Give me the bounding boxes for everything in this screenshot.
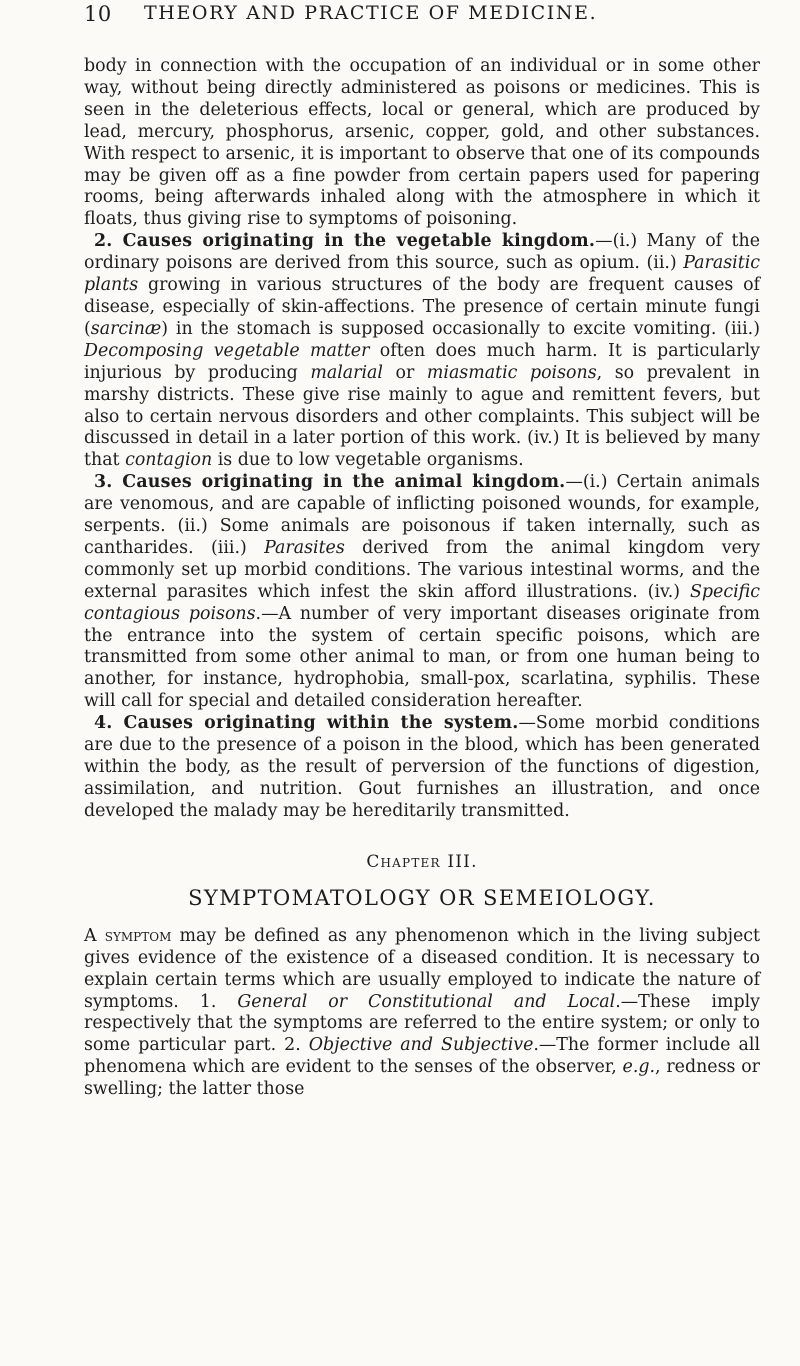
italic-term: General or Constitutional and Local	[237, 991, 616, 1012]
text-run: is due to low vegetable organisms.	[212, 450, 524, 471]
italic-term: Decomposing vegetable matter	[84, 340, 370, 361]
text-run: , redness or swelling; the latter those	[84, 1057, 760, 1100]
text-run: or	[382, 362, 427, 383]
italic-term: malarial	[310, 362, 383, 383]
text-run: may be defined as any phenomenon which in the living subject gives evidence of the existence of a diseased condition. It is necessary to explain certain terms which are usually employed to indicate the nature of symptoms. 1.	[84, 925, 760, 1012]
italic-term: e.g.	[622, 1057, 656, 1078]
text-run: derived from the animal kingdom very commonly set up morbid conditions. The various intestinal worms, and the external parasites which infest the skin afford illustrations. (iv.)	[84, 537, 760, 602]
italic-term: miasmatic poisons	[426, 362, 597, 383]
italic-term: Parasites	[264, 537, 345, 558]
chapter-title: SYMPTOMATOLOGY OR SEMEIOLOGY.	[188, 885, 656, 910]
text-run: ) in the stomach is supposed occasionally to excite vomiting. (iii.)	[161, 318, 760, 339]
text-run: .—A number of very important diseases originate from the entrance into the system of certain specific poisons, which are transmitted from some other animal to man, or from one human being to another, for instance, hydrophobia, small-pox, scarlatina, syphilis. These will call for special and detailed consideration hereafter.	[84, 603, 760, 712]
body-text	[84, 56, 760, 823]
text-run: .—The former include all phenomena which are evident to the senses of the observer,	[84, 1035, 761, 1078]
paragraph-animal-causes	[84, 472, 760, 713]
section-heading-system: 4. Causes originating within the system.	[94, 713, 519, 734]
paragraph-vegetable-causes	[84, 231, 760, 472]
italic-term: Specific contagious poisons	[84, 581, 760, 624]
chapter-section	[84, 852, 760, 1101]
text-run: growing in various structures of the body are frequent causes of disease, especially of skin-affections. The presence of certain minute fungi (	[84, 275, 760, 339]
lead-small-caps: A symptom	[84, 925, 172, 946]
text-run: —(i.) Certain animals are venomous, and are capable of inflicting poisoned wounds, for example, serpents. (ii.) Some animals are poisonous if taken internally, such as cantharides. (iii.)	[84, 472, 760, 558]
text-run: —Some morbid conditions are due to the presence of a poison in the blood, which has been generated within the body, as the result of perversion of the functions of digestion, assimilation, and nutrition. Gout furnishes an illustration, and once developed the malady may be hereditarily transmitted.	[84, 713, 760, 821]
paragraph-symptom-definition	[84, 926, 760, 1101]
running-head	[84, 0, 760, 40]
paragraph-continuation: body in connection with the occupation of an individual or in some other way, without being directly administered as poisons or medicines. This is seen in the deleterious effects, local or general, which are produced by lead, mercury, phosphorus, arsenic, copper, gold, and other substances. With respect to arsenic, it is important to observe that one of its compounds may be given off as a fine powder from certain papers used for papering rooms, being afterwards inhaled along with the atmosphere in which it floats, thus giving rise to symptoms of poisoning.	[84, 56, 760, 230]
text-run: often does much harm. It is particularly injurious by producing	[84, 340, 760, 383]
italic-term: Parasitic plants	[84, 253, 760, 296]
page-number: 10	[84, 2, 112, 26]
text-run: , so prevalent in marshy districts. These give rise mainly to ague and remittent fevers, but also to certain nervous disorders and other complaints. This subject will be discussed in detail in a later portion of this work. (iv.) It is believed by many that	[84, 362, 760, 471]
chapter-label: Chapter III.	[366, 852, 478, 872]
text-run: .—These imply respectively that the symptoms are referred to the entire system; or only to some particular part. 2.	[84, 991, 760, 1056]
italic-term: Objective and Subjective	[308, 1035, 534, 1056]
section-heading-vegetable: 2. Causes originating in the vegetable kingdom.	[94, 231, 596, 252]
running-title: THEORY AND PRACTICE OF MEDICINE.	[144, 2, 598, 24]
italic-term: sarcinæ	[90, 318, 162, 339]
text-run: —(i.) Many of the ordinary poisons are derived from this source, such as opium. (ii.)	[84, 231, 760, 274]
italic-term: contagion	[125, 450, 213, 471]
section-heading-animal: 3. Causes originating in the animal kingdom.	[94, 472, 566, 493]
paragraph-system-causes	[84, 713, 760, 823]
